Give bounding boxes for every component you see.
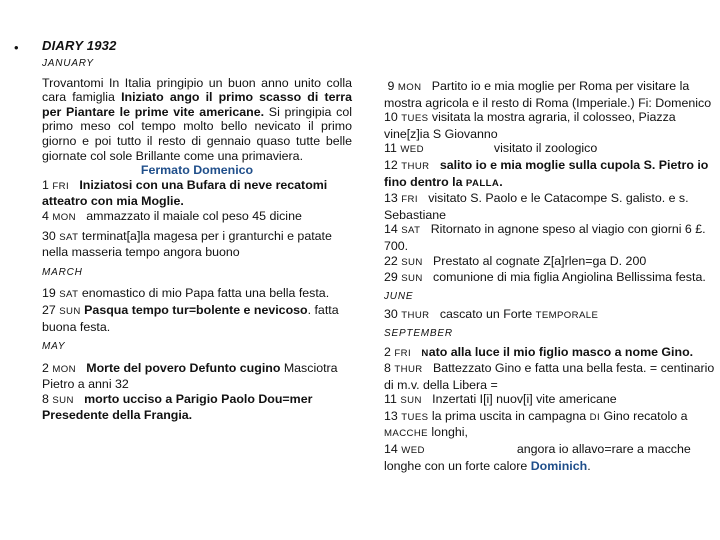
entry-jan-30: 30 SAT terminat[a]la magesa per i granturchi e patate nella masseria tempo angora buono (42, 228, 332, 260)
name-dominich: Dominich (530, 458, 588, 473)
page-title: DIARY 1932 (42, 38, 117, 53)
month-label-may: MAY (42, 341, 66, 353)
entry-jun-30: 30 THUR cascato un Forte TEMPORALE (384, 307, 599, 322)
signature: Fermato Domenico (140, 163, 254, 178)
entry-jan-4: 4 MON ammazzato il maiale col peso 45 dicine (42, 208, 302, 223)
entry-sep-13: 13 TUES la prima uscita in campagna DI Gino recatolo a MACCHE longhi, (384, 408, 688, 440)
entry-apr-11: 11 WED visitato il zoologico (384, 141, 598, 156)
entry-may-2: 2 MON Morte del povero Defunto cugino Masciotra Pietro a anni 32 (42, 360, 338, 392)
entry-apr-12: 12 THUR salito io e mia moglie sulla cupola S. Pietro io fino dentro la PALLA. (384, 157, 709, 189)
month-label-june: JUNE (384, 290, 414, 302)
entry-apr-9: 9 MON Partito io e mia moglie per Roma per visitare la mostra agricola e il resto di Roma (Imperiale.) Fi: Domenico (384, 79, 712, 110)
entry-sep-2: 2 FRI Nato alla luce il mio figlio masco a nome Gino. (384, 344, 694, 359)
entry-may-8: 8 SUN morto ucciso a Parigio Paolo Dou=mer Presedente della Frangia. (42, 391, 313, 423)
entry-sep-14: 14 WED angora io allavo=rare a macche longhe con un forte calore Dominich. (384, 442, 691, 473)
january-intro: Trovantomi In Italia pringipio un buon anno unito colla cara famiglia Iniziato ango il primo scasso di terra per Piantare le prime vite americane. Si pringipia col primo meso col tempo molto bello nevicato il primo giorno e poi tutto il resto di gennaio quaso tutte belle giornate col sole Brillante come una primaviera. (42, 75, 352, 163)
entry-mar-19: 19 SAT enomastico di mio Papa fatta una bella festa. (42, 286, 330, 301)
entry-may-29: 29 SUN comunione di mia figlia Angiolina Bellissima festa. (384, 270, 706, 285)
entry-mar-27: 27 SUN Pasqua tempo tur=bolente e nevicoso. fatta buona festa. (42, 302, 339, 334)
month-label-january: JANUARY (42, 58, 94, 69)
entry-apr-14: 14 SAT Ritornato in agnone speso al viagio con giorni 6 £. 700. (384, 222, 706, 253)
left-column (42, 57, 352, 423)
right-column (384, 79, 720, 473)
month-label-march: MARCH (42, 266, 83, 278)
entry-apr-10: 10 TUES visitata la mostra agraria, il colosseo, Piazza vine[z]ia S Giovanno (384, 110, 676, 141)
entry-sep-11: 11 SUN Inzertati I[i] nuov[i] vite americane (384, 392, 617, 407)
entry-apr-22: 22 SUN Prestato al cognate Z[a]rlen=ga D. 200 (384, 253, 647, 268)
bullet: • (14, 40, 19, 55)
entry-sep-8: 8 THUR Battezzato Gino e fatta una bella festa. = centinario di m.v. della Libera = (384, 361, 715, 392)
entry-apr-13: 13 FRI visitato S. Paolo e le Catacompe S. galisto. e s. Sebastiane (384, 191, 689, 222)
month-label-september: SEPTEMBER (384, 327, 453, 339)
entry-jan-1: 1 FRI Iniziatosi con una Bufara di neve recatomi atteatro con mia Moglie. (42, 177, 328, 209)
